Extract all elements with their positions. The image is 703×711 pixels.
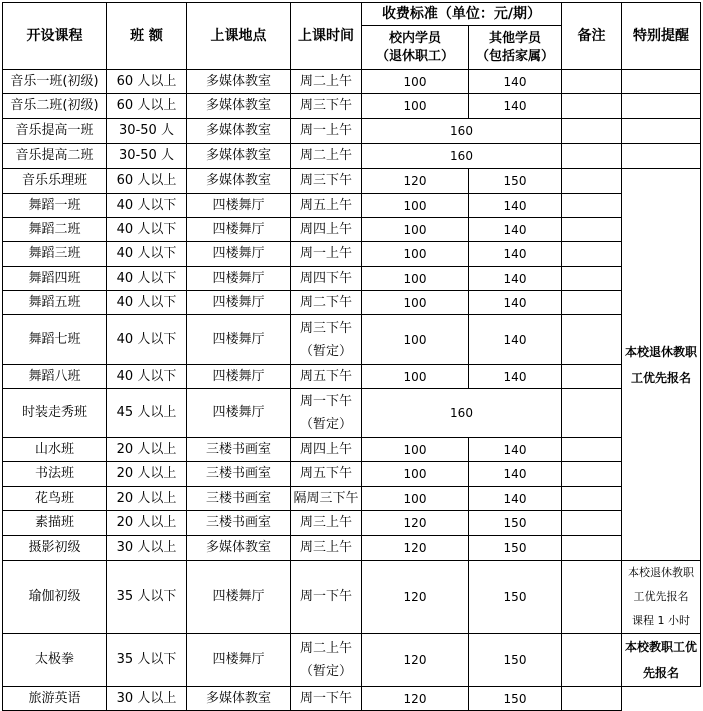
course-name: 摄影初级 — [3, 536, 107, 561]
class-location: 四楼舞厅 — [187, 634, 291, 687]
fee-external: 140 — [469, 70, 562, 94]
class-time-line: 周三下午 — [299, 173, 352, 188]
course-row — [3, 119, 701, 144]
class-time — [291, 169, 362, 194]
special-note-retiree-line: 工优先报名 — [630, 370, 691, 385]
course-name: 舞蹈三班 — [3, 242, 107, 267]
fee-internal: 100 — [362, 315, 469, 365]
course-row — [3, 634, 701, 687]
header-internal-line2: （退休职工） — [375, 48, 454, 64]
remark-cell — [562, 242, 622, 267]
remark-cell — [562, 536, 622, 561]
fee-internal: 120 — [362, 536, 469, 561]
class-time-line: 周五下午 — [299, 368, 352, 384]
header-external-line1: 其他学员 — [488, 30, 541, 46]
special-cell — [622, 119, 701, 144]
class-time — [291, 536, 362, 561]
fee-internal: 120 — [362, 169, 469, 194]
course-row — [3, 462, 701, 487]
class-time — [291, 194, 362, 218]
class-location: 四楼舞厅 — [187, 291, 291, 315]
fee-external: 140 — [469, 94, 562, 119]
class-time-line: 周一上午 — [299, 123, 352, 138]
header-time: 上课时间 — [291, 3, 362, 70]
class-location: 四楼舞厅 — [187, 561, 291, 634]
fee-internal: 120 — [362, 511, 469, 536]
class-location: 多媒体教室 — [187, 687, 291, 711]
fee-external: 150 — [469, 687, 562, 711]
fee-external: 140 — [469, 438, 562, 462]
fee-external: 140 — [469, 194, 562, 218]
class-location: 多媒体教室 — [187, 70, 291, 94]
class-time — [291, 389, 362, 438]
class-quota: 60 人以上 — [107, 94, 187, 119]
fee-internal: 100 — [362, 194, 469, 218]
class-quota: 35 人以下 — [107, 634, 187, 687]
course-row — [3, 561, 701, 634]
header-internal — [362, 26, 469, 70]
class-quota: 45 人以上 — [107, 389, 187, 438]
class-time-line: 周三上午 — [299, 515, 352, 530]
course-row — [3, 315, 701, 365]
course-name: 音乐一班(初级) — [3, 70, 107, 94]
course-name: 瑜伽初级 — [3, 561, 107, 634]
fee-unified: 160 — [362, 119, 562, 144]
course-row — [3, 169, 701, 194]
class-time — [291, 634, 362, 687]
class-quota: 20 人以上 — [107, 462, 187, 487]
fee-external: 140 — [469, 365, 562, 389]
course-row — [3, 267, 701, 291]
class-quota: 30 人以上 — [107, 687, 187, 711]
class-location: 多媒体教室 — [187, 536, 291, 561]
fee-internal: 100 — [362, 267, 469, 291]
class-quota: 20 人以上 — [107, 511, 187, 536]
class-time-line: 周二上午 — [299, 148, 352, 163]
fee-internal: 100 — [362, 242, 469, 267]
class-time — [291, 291, 362, 315]
class-location: 多媒体教室 — [187, 119, 291, 144]
course-name: 太极拳 — [3, 634, 107, 687]
class-time-line: 周三下午 — [299, 98, 352, 113]
remark-cell — [562, 194, 622, 218]
table-body — [3, 3, 701, 711]
course-name: 音乐提高二班 — [3, 144, 107, 169]
remark-cell — [562, 687, 622, 711]
fee-unified: 160 — [362, 389, 562, 438]
course-name: 舞蹈一班 — [3, 194, 107, 218]
remark-cell — [562, 438, 622, 462]
course-row — [3, 687, 701, 711]
remark-cell — [562, 218, 622, 242]
course-row — [3, 194, 701, 218]
class-quota: 40 人以下 — [107, 218, 187, 242]
class-quota: 60 人以上 — [107, 70, 187, 94]
class-time — [291, 119, 362, 144]
class-location: 三楼书画室 — [187, 438, 291, 462]
fee-internal: 100 — [362, 218, 469, 242]
course-row — [3, 94, 701, 119]
course-row — [3, 242, 701, 267]
remark-cell — [562, 561, 622, 634]
course-name: 舞蹈八班 — [3, 365, 107, 389]
fee-external: 140 — [469, 487, 562, 511]
class-time — [291, 218, 362, 242]
header-course: 开设课程 — [3, 3, 107, 70]
class-time-line: 周五下午 — [299, 466, 352, 481]
class-time — [291, 365, 362, 389]
class-time — [291, 70, 362, 94]
course-row — [3, 487, 701, 511]
header-special: 特别提醒 — [622, 3, 701, 70]
class-quota: 40 人以下 — [107, 267, 187, 291]
fee-internal: 100 — [362, 70, 469, 94]
remark-cell — [562, 94, 622, 119]
course-row — [3, 70, 701, 94]
remark-cell — [562, 365, 622, 389]
class-quota: 20 人以上 — [107, 438, 187, 462]
class-time-line: 周二上午 — [299, 73, 352, 89]
header-internal-line1: 校内学员 — [388, 30, 441, 46]
header-external — [469, 26, 562, 70]
class-time-line: 周一上午 — [299, 246, 352, 261]
class-time — [291, 687, 362, 711]
special-note-retiree-line: 本校退休教职 — [624, 344, 697, 359]
class-location: 三楼书画室 — [187, 511, 291, 536]
class-quota: 40 人以下 — [107, 315, 187, 365]
class-quota: 30 人以上 — [107, 536, 187, 561]
fee-external: 140 — [469, 267, 562, 291]
class-location: 多媒体教室 — [187, 94, 291, 119]
course-name: 素描班 — [3, 511, 107, 536]
remark-cell — [562, 144, 622, 169]
course-row — [3, 438, 701, 462]
class-location: 四楼舞厅 — [187, 242, 291, 267]
class-time — [291, 511, 362, 536]
class-location: 四楼舞厅 — [187, 194, 291, 218]
class-location: 四楼舞厅 — [187, 218, 291, 242]
header-external-line2: （包括家属） — [475, 48, 554, 64]
class-time-line: （暂定） — [299, 343, 352, 359]
fee-external: 140 — [469, 462, 562, 487]
remark-cell — [562, 119, 622, 144]
class-time-line: 周五上午 — [299, 197, 352, 213]
special-note-retiree — [622, 169, 701, 561]
class-time-line: 隔周三下午 — [293, 490, 359, 506]
header-remark: 备注 — [562, 3, 622, 70]
fee-internal: 100 — [362, 487, 469, 511]
remark-cell — [562, 267, 622, 291]
course-name: 书法班 — [3, 462, 107, 487]
fee-external: 140 — [469, 218, 562, 242]
course-name: 舞蹈二班 — [3, 218, 107, 242]
class-quota: 40 人以下 — [107, 291, 187, 315]
class-location: 多媒体教室 — [187, 144, 291, 169]
fee-external: 140 — [469, 315, 562, 365]
course-name: 音乐乐理班 — [3, 169, 107, 194]
class-quota: 35 人以下 — [107, 561, 187, 634]
class-time-line: 周一下午 — [299, 589, 352, 604]
fee-external: 150 — [469, 536, 562, 561]
class-time-line: 周四上午 — [299, 221, 352, 237]
header-row — [3, 3, 701, 26]
course-row — [3, 144, 701, 169]
class-time — [291, 561, 362, 634]
class-time — [291, 267, 362, 291]
course-name: 旅游英语 — [3, 687, 107, 711]
class-time — [291, 315, 362, 365]
remark-cell — [562, 70, 622, 94]
course-row — [3, 536, 701, 561]
class-time — [291, 144, 362, 169]
header-quota: 班 额 — [107, 3, 187, 70]
special-cell — [622, 70, 701, 94]
header-fee: 收费标准（单位：元/期） — [362, 3, 562, 26]
class-quota: 40 人以下 — [107, 242, 187, 267]
class-time — [291, 94, 362, 119]
course-name: 音乐二班(初级) — [3, 94, 107, 119]
remark-cell — [562, 511, 622, 536]
class-time — [291, 462, 362, 487]
class-quota: 40 人以下 — [107, 194, 187, 218]
course-row — [3, 291, 701, 315]
fee-external: 150 — [469, 634, 562, 687]
header-location: 上课地点 — [187, 3, 291, 70]
class-time-line: 周四下午 — [299, 270, 352, 286]
class-time-line: 周二上午 — [299, 641, 352, 656]
remark-cell — [562, 315, 622, 365]
remark-cell — [562, 487, 622, 511]
class-time-line: （暂定） — [299, 664, 352, 679]
class-quota: 30-50 人 — [107, 144, 187, 169]
course-row — [3, 389, 701, 438]
class-time — [291, 438, 362, 462]
course-name: 时装走秀班 — [3, 389, 107, 438]
course-name: 舞蹈七班 — [3, 315, 107, 365]
class-quota: 20 人以上 — [107, 487, 187, 511]
special-note-taichi-line: 本校教职工优 — [624, 640, 697, 654]
class-time-line: 周四上午 — [299, 441, 352, 457]
course-name: 音乐提高一班 — [3, 119, 107, 144]
course-name: 花鸟班 — [3, 487, 107, 511]
course-name: 舞蹈五班 — [3, 291, 107, 315]
class-location: 三楼书画室 — [187, 462, 291, 487]
class-location: 四楼舞厅 — [187, 365, 291, 389]
special-note-taichi — [622, 634, 701, 687]
class-time-line: 周一下午 — [299, 394, 352, 409]
remark-cell — [562, 389, 622, 438]
special-note-yoga-line: 本校退休教职 — [628, 566, 694, 579]
course-schedule-table — [2, 2, 701, 711]
course-row — [3, 365, 701, 389]
special-note-yoga-line: 课程 1 小时 — [632, 614, 690, 627]
fee-unified: 160 — [362, 144, 562, 169]
fee-internal: 100 — [362, 438, 469, 462]
class-quota: 40 人以下 — [107, 365, 187, 389]
fee-external: 150 — [469, 511, 562, 536]
course-name: 山水班 — [3, 438, 107, 462]
fee-internal: 100 — [362, 365, 469, 389]
fee-internal: 100 — [362, 94, 469, 119]
class-quota: 60 人以上 — [107, 169, 187, 194]
class-time-line: 周一下午 — [299, 690, 352, 706]
class-time — [291, 242, 362, 267]
course-row — [3, 511, 701, 536]
fee-internal: 120 — [362, 687, 469, 711]
remark-cell — [562, 634, 622, 687]
special-cell — [622, 144, 701, 169]
fee-external: 140 — [469, 242, 562, 267]
course-row — [3, 218, 701, 242]
class-quota: 30-50 人 — [107, 119, 187, 144]
class-location: 四楼舞厅 — [187, 267, 291, 291]
fee-external: 150 — [469, 169, 562, 194]
special-cell — [622, 94, 701, 119]
class-location: 三楼书画室 — [187, 487, 291, 511]
fee-internal: 100 — [362, 291, 469, 315]
class-time-line: （暂定） — [299, 417, 352, 432]
special-note-taichi-line: 先报名 — [642, 666, 679, 680]
course-name: 舞蹈四班 — [3, 267, 107, 291]
remark-cell — [562, 169, 622, 194]
fee-internal: 120 — [362, 634, 469, 687]
special-note-yoga — [622, 561, 701, 634]
fee-internal: 120 — [362, 561, 469, 634]
fee-external: 150 — [469, 561, 562, 634]
class-time-line: 周二下午 — [299, 294, 352, 310]
special-note-yoga-line: 工优先报名 — [633, 590, 689, 603]
class-location: 多媒体教室 — [187, 169, 291, 194]
class-time-line: 周三上午 — [299, 540, 352, 555]
fee-external: 140 — [469, 291, 562, 315]
class-time-line: 周三下午 — [299, 320, 352, 336]
remark-cell — [562, 462, 622, 487]
class-location: 四楼舞厅 — [187, 389, 291, 438]
class-time — [291, 487, 362, 511]
class-location: 四楼舞厅 — [187, 315, 291, 365]
remark-cell — [562, 291, 622, 315]
fee-internal: 100 — [362, 462, 469, 487]
